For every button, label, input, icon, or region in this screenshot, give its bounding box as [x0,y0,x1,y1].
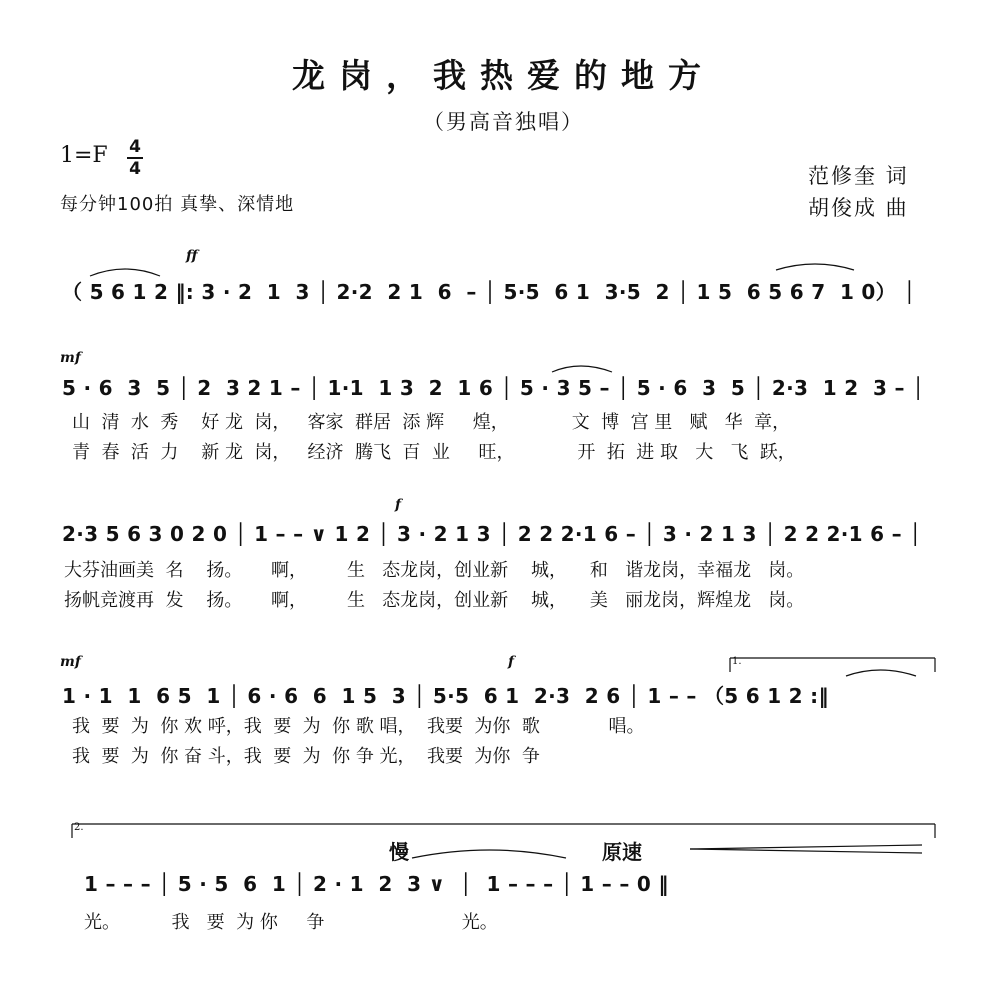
lyric-line-4-verse-1: 我 要 为 你 欢 呼，我 要 为 你 歌 唱， 我要 为你 歌 唱。 [72,716,645,737]
lyricist-credit: 范修奎 词 [808,164,909,188]
slur-1 [90,269,160,276]
notation-line-4: 1 · 1 1 6 5 1 │ 6 · 6 6 1 5 3 │ 5·5 6 1 2·3 2 6 │ 1 – – （5 6 1 2 :‖ [62,684,829,708]
time-signature-bottom: 4 [129,159,141,179]
tempo-marking: 每分钟100拍 真挚、深情地 [60,194,295,215]
hairpin-upper [690,845,922,849]
tempo-slow: 慢 [389,840,409,864]
lyric-line-2-verse-2: 青 春 活 力 新 龙 岗， 经济 腾飞 百 业 旺， 开 拓 进 取 大 飞 跃， [72,442,796,463]
notation-line-1: （ 5 6 1 2 ‖: 3 · 2 1 3 │ 2·2 2 1 6 – │ 5·5 6 1 3·5 2 │ 1 5 6 5 6 7 1 0） │ [62,280,916,304]
dynamic-ff: ff [186,248,198,264]
dynamic-mf-1: mf [60,350,81,366]
volta-1-label: 1. [732,656,742,667]
notation-line-2: 5 · 6 3 5 │ 2 3 2 1 – │ 1·1 1 3 2 1 6 │ 5 · 3 5 – │ 5 · 6 3 5 │ 2·3 1 2 3 – │ [62,376,925,400]
notation-line-5: 1 – – – │ 5 · 5 6 1 │ 2 · 1 2 3 ∨ │ 1 – – – │ 1 – – 0 ‖ [84,872,669,896]
hairpin-lower [690,849,922,853]
slur-4 [412,850,566,858]
slur-2 [776,264,854,270]
dynamic-mf-2: mf [60,654,81,670]
song-title: 龙岗，我热爱的地方 [292,56,715,95]
lyric-line-4-verse-2: 我 要 为 你 奋 斗，我 要 为 你 争 光， 我要 为你 争 [72,746,540,767]
lyric-line-3-verse-2: 扬帆竞渡再 发 扬。 啊， 生 态龙岗，创业新 城， 美 丽龙岗，辉煌龙 岗。 [64,590,805,611]
composer-credit: 胡俊成 曲 [808,196,909,220]
key-signature: 1=F [60,143,108,168]
tempo-resume: 原速 [602,840,642,864]
time-signature-top: 4 [129,137,141,157]
slur-3 [552,366,612,372]
volta-2-label: 2. [74,822,84,833]
lyric-line-3-verse-1: 大芬油画美 名 扬。 啊， 生 态龙岗，创业新 城， 和 谐龙岗，幸福龙 岗。 [64,560,805,581]
notation-line-3: 2·3 5 6 3 0 2 0 │ 1 – – ∨ 1 2 │ 3 · 2 1 3 │ 2 2 2·1 6 – │ 3 · 2 1 3 │ 2 2 2·1 6 – │ [62,522,922,546]
lyric-line-2-verse-1: 山 清 水 秀 好 龙 岗， 客家 群居 添 辉 煌， 文 博 宫 里 赋 华 章， [72,412,791,433]
dynamic-f-2: f [508,654,515,670]
slur-5 [846,670,916,676]
song-subtitle: （男高音独唱） [423,110,584,134]
dynamic-f-1: f [395,497,402,513]
lyric-line-5-verse-1: 光。 我 要 为 你 争 光。 [84,912,498,933]
